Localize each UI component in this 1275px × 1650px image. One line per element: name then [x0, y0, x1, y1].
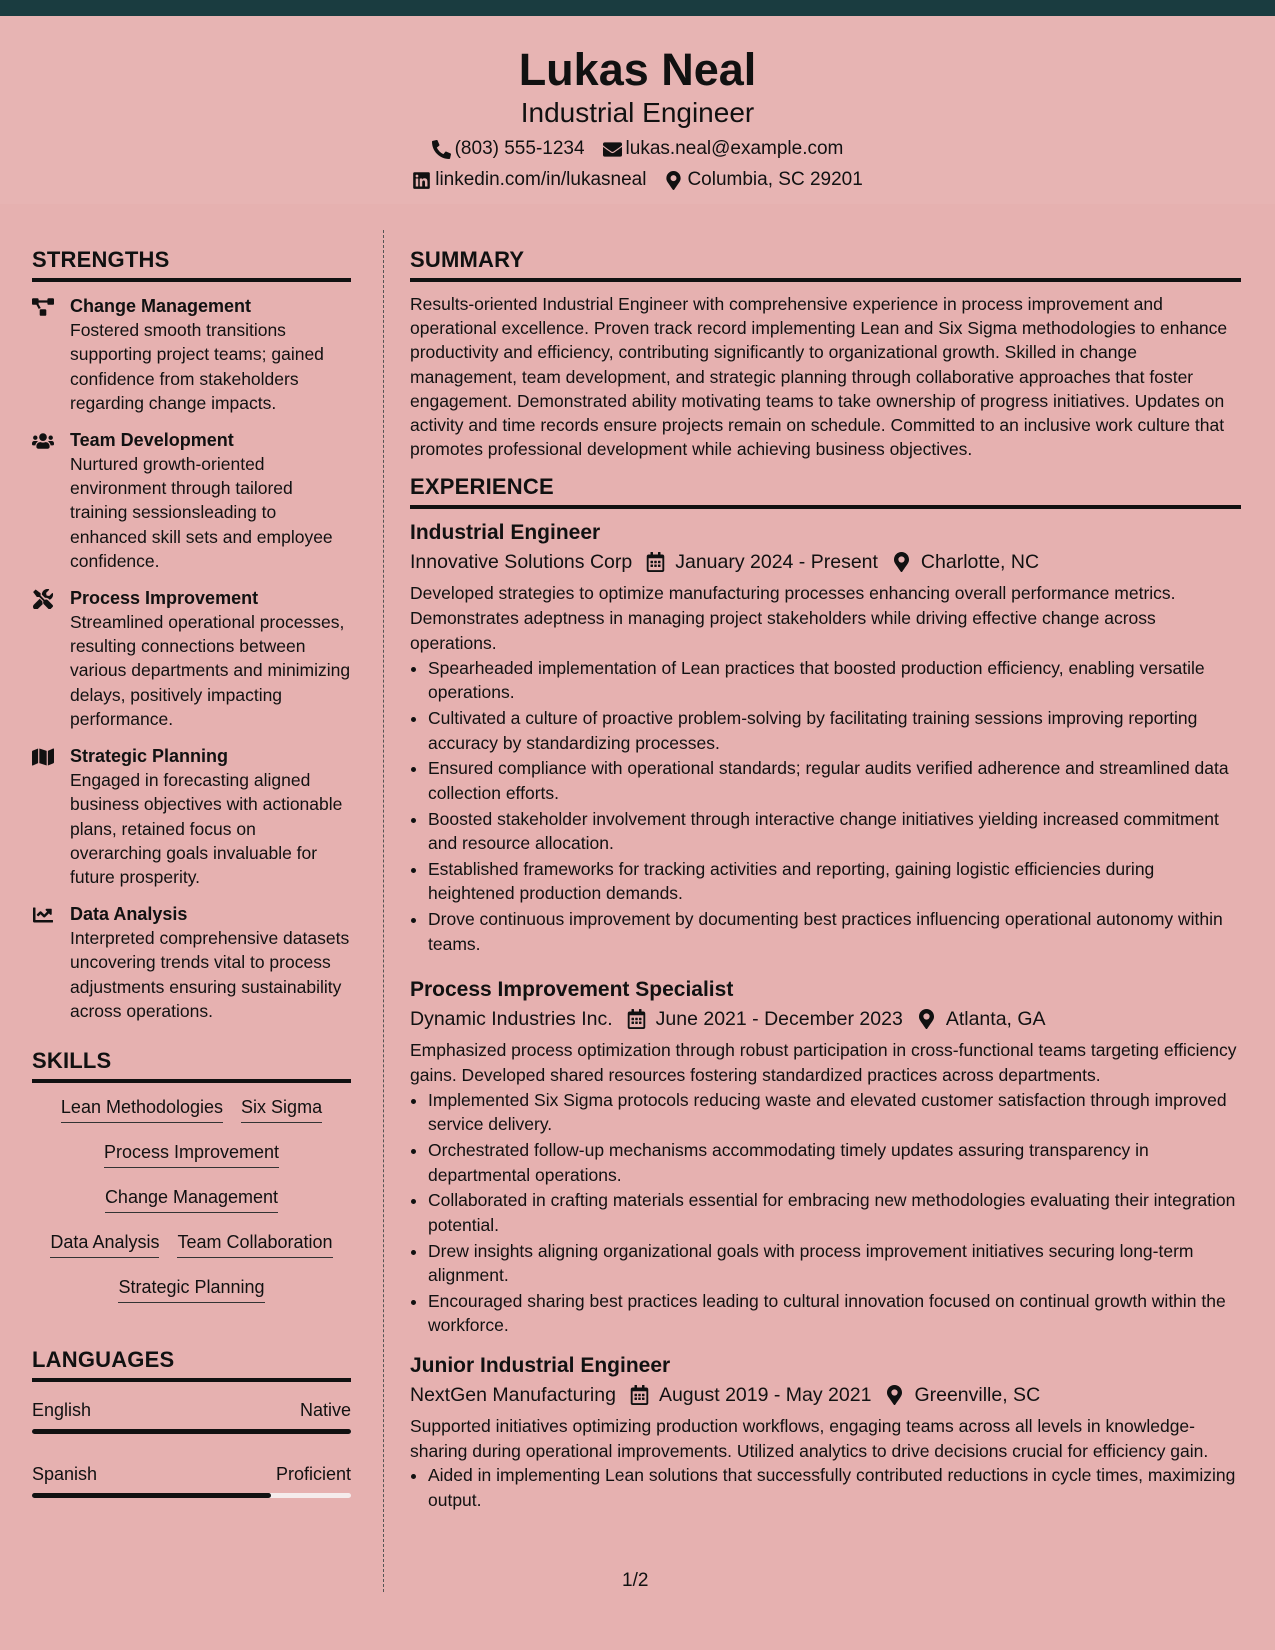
map-marker-icon — [892, 552, 911, 572]
job-bullet: • Cultivated a culture of proactive problem-solving by facilitating training sessions improving reporting accuracy by standardizing processes. — [428, 706, 1241, 755]
strength-item — [32, 902, 351, 1024]
skill-row — [32, 1230, 351, 1275]
job-bullets — [410, 1088, 1241, 1338]
skill-tag: Lean Methodologies — [61, 1095, 223, 1123]
linkedin-contact — [412, 168, 646, 192]
skill-tag: Process Improvement — [104, 1140, 279, 1168]
page-number: 1/2 — [622, 1570, 649, 1591]
job-description: Emphasized process optimization through robust participation in cross-functional teams targeting efficiency gains. Developed shared resources fostering standardized practices across departments. — [410, 1040, 1237, 1085]
contact-row-2 — [0, 168, 1275, 192]
strength-item — [32, 428, 351, 574]
skill-tag: Strategic Planning — [118, 1275, 264, 1303]
email-link[interactable]: lukas.neal@example.com — [625, 138, 844, 159]
email-contact — [603, 137, 844, 161]
strength-item — [32, 294, 351, 416]
language-level: Native — [299, 1400, 351, 1421]
skill-row — [32, 1185, 351, 1230]
job-dates: January 2024 - Present — [675, 551, 878, 574]
strength-item — [32, 744, 351, 890]
phone-text: (803) 555-1234 — [454, 138, 585, 159]
language-proficiency-bar — [32, 1493, 351, 1498]
skill-row — [32, 1275, 351, 1320]
language-proficiency-bar — [32, 1429, 351, 1434]
experience-heading: EXPERIENCE — [410, 473, 1241, 509]
strength-desc: Interpreted comprehensive datasets uncovering trends vital to process adjustments ensuring sustainability across operations. — [70, 927, 350, 1021]
job-company: Dynamic Industries Inc. — [410, 1008, 613, 1031]
skill-tag: Data Analysis — [50, 1230, 159, 1258]
language-proficiency-fill — [32, 1429, 351, 1434]
chart-line-icon — [32, 905, 54, 925]
job-description: Supported initiatives optimizing production workflows, engaging teams across all levels in knowledge-sharing during operational improvements. Utilized analytics to drive decisions crucial for efficiency gain. — [410, 1415, 1209, 1461]
job-company: NextGen Manufacturing — [410, 1383, 616, 1406]
summary-text: Results-oriented Industrial Engineer with comprehensive experience in process improvement and operational excellence. Proven track record implementing Lean and Six Sigma methodologies to enhance productivity and efficiency, contributing significantly to organizational growth. Skilled in change management, team development, and strategic planning through collaborative approaches that foster engagement. Demonstrated ability motivating teams to take ownership of progress initiatives. Updates on activity and time records ensure projects remain on schedule. Committed to an inclusive work culture that promotes professional development while achieving business objectives. — [410, 294, 1228, 460]
skills-heading: SKILLS — [32, 1047, 351, 1083]
skills-list — [32, 1095, 351, 1320]
job-bullet: • Drew insights aligning organizational goals with process improvement initiatives securing long-term alignment. — [428, 1239, 1241, 1288]
location-contact — [664, 168, 862, 192]
job-bullet: • Ensured compliance with operational standards; regular audits verified adherence and streamlined data collection efforts. — [428, 756, 1241, 805]
top-accent-bar — [0, 0, 1275, 16]
job-title: Industrial Engineer — [410, 521, 601, 545]
language-item — [32, 1462, 351, 1498]
calendar-icon — [630, 1385, 649, 1405]
calendar-icon — [627, 1009, 646, 1029]
language-name: English — [32, 1400, 92, 1421]
phone-contact — [432, 137, 585, 161]
linkedin-link[interactable]: linkedin.com/in/lukasneal — [435, 169, 647, 190]
map-marker-icon — [664, 171, 683, 190]
strength-title: Process Improvement — [70, 587, 259, 608]
job-bullet: • Orchestrated follow-up mechanisms accommodating timely updates assuring transparency in departmental operations. — [428, 1138, 1241, 1187]
job-bullet: • Spearheaded implementation of Lean practices that boosted production efficiency, enabling versatile operations. — [428, 656, 1241, 705]
contact-row-1 — [0, 137, 1275, 161]
tools-icon — [32, 589, 54, 609]
linkedin-icon — [412, 171, 431, 190]
skill-tag: Team Collaboration — [177, 1230, 332, 1258]
resume-header — [0, 16, 1275, 204]
job-meta — [410, 549, 1241, 575]
calendar-icon — [646, 552, 665, 572]
strength-title: Team Development — [70, 429, 234, 450]
strength-title: Strategic Planning — [70, 745, 229, 766]
column-divider — [383, 230, 384, 1592]
strengths-heading: STRENGTHS — [32, 246, 351, 282]
envelope-icon — [603, 140, 622, 159]
job-meta — [410, 1382, 1241, 1408]
job-entry — [410, 976, 1241, 1338]
project-diagram-icon — [32, 297, 54, 317]
strength-desc: Fostered smooth transitions supporting project teams; gained confidence from stakeholders regarding change impacts. — [70, 320, 324, 414]
skill-row — [32, 1140, 351, 1185]
job-bullet: • Implemented Six Sigma protocols reducing waste and elevated customer satisfaction through improved service delivery. — [428, 1088, 1241, 1137]
job-description: Developed strategies to optimize manufacturing processes enhancing overall performance metrics. Demonstrates adeptness in managing project stakeholders while driving effective change across operations. — [410, 583, 1176, 654]
strength-title: Change Management — [70, 296, 252, 316]
summary-heading: SUMMARY — [410, 246, 1241, 282]
language-level: Proficient — [275, 1464, 351, 1485]
job-dates: June 2021 - December 2023 — [655, 1008, 903, 1031]
job-title: Junior Industrial Engineer — [410, 1353, 671, 1377]
users-icon — [32, 431, 54, 451]
languages-heading: LANGUAGES — [32, 1346, 351, 1382]
language-proficiency-fill — [32, 1493, 271, 1498]
left-column — [32, 246, 351, 1498]
job-title: Process Improvement Specialist — [410, 978, 734, 1002]
map-icon — [32, 747, 54, 767]
job-bullet: • Collaborated in crafting materials essential for embracing new methodologies evaluating their integration potential. — [428, 1188, 1241, 1237]
job-location: Atlanta, GA — [945, 1008, 1046, 1031]
job-location: Charlotte, NC — [920, 551, 1040, 574]
skill-tag: Change Management — [105, 1185, 278, 1213]
job-entry — [410, 519, 1241, 956]
candidate-name: Lukas Neal — [518, 44, 757, 95]
strength-desc: Nurtured growth-oriented environment through tailored training sessionsleading to enhanced skill sets and employee confidence. — [70, 453, 333, 572]
location-text: Columbia, SC 29201 — [687, 169, 863, 190]
job-bullet: • Established frameworks for tracking activities and reporting, gaining logistic efficiencies during heightened production demands. — [428, 857, 1241, 906]
right-column — [410, 246, 1241, 1514]
job-entry — [410, 1352, 1241, 1512]
job-bullet: • Drove continuous improvement by documenting best practices influencing operational autonomy within teams. — [428, 907, 1241, 956]
strength-title: Data Analysis — [70, 903, 188, 924]
job-company: Innovative Solutions Corp — [410, 551, 633, 574]
job-bullets — [410, 656, 1241, 956]
job-dates: August 2019 - May 2021 — [658, 1383, 872, 1406]
strength-desc: Streamlined operational processes, resulting connections between various departments and minimizing delays, positively impacting performance. — [70, 611, 351, 730]
job-bullets — [410, 1463, 1241, 1512]
language-name: Spanish — [32, 1464, 98, 1485]
skill-tag: Six Sigma — [241, 1095, 322, 1123]
strength-item — [32, 586, 351, 732]
job-meta — [410, 1006, 1241, 1032]
language-item — [32, 1398, 351, 1434]
strength-desc: Engaged in forecasting aligned business objectives with actionable plans, retained focus on overarching goals invaluable for future prosperity. — [70, 769, 343, 888]
job-bullet: • Aided in implementing Lean solutions that successfully contributed reductions in cycle times, maximizing output. — [428, 1463, 1241, 1512]
job-bullet: • Boosted stakeholder involvement through interactive change initiatives yielding increased commitment and resource allocation. — [428, 807, 1241, 856]
map-marker-icon — [917, 1009, 936, 1029]
candidate-title: Industrial Engineer — [520, 97, 755, 128]
job-location: Greenville, SC — [914, 1383, 1041, 1406]
phone-icon — [432, 140, 451, 159]
skill-row — [32, 1095, 351, 1140]
map-marker-icon — [885, 1385, 904, 1405]
experience-list — [410, 519, 1241, 1512]
job-bullet: • Encouraged sharing best practices leading to cultural innovation focused on continual growth within the workforce. — [428, 1289, 1241, 1338]
